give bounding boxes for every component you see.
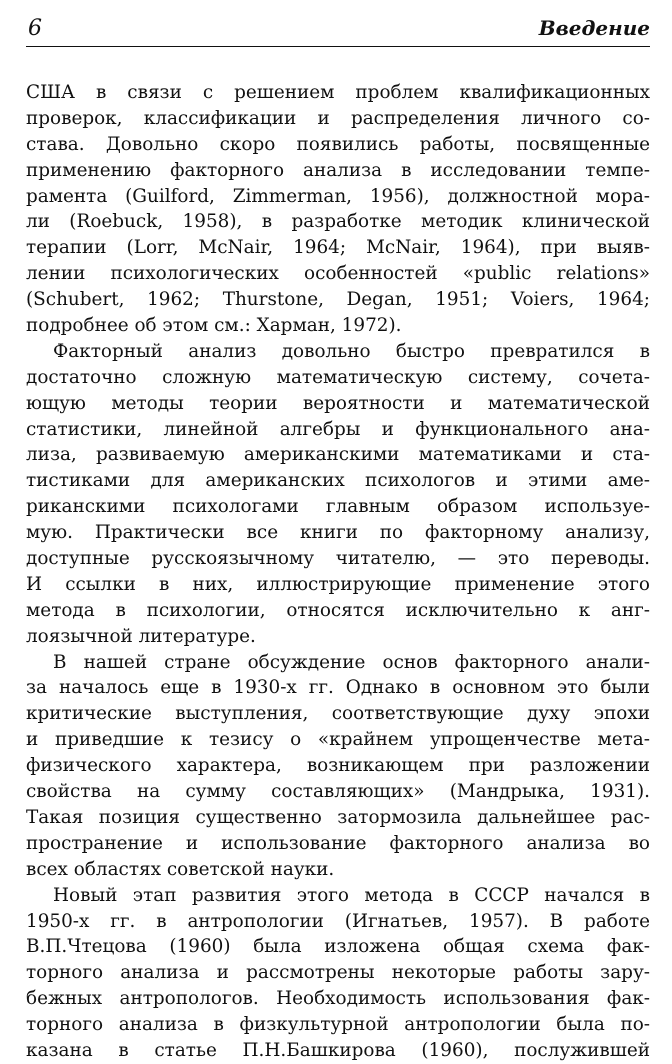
text-line: Новый этап развития этого метода в СССР начался в xyxy=(53,884,650,906)
text-line: за началось еще в 1930-х гг. Однако в основном это были xyxy=(26,677,650,699)
text-line: физического характера, возникающем при разложении xyxy=(26,755,650,777)
text-line: риканскими психологами главным образом используе- xyxy=(26,496,650,518)
book-page xyxy=(26,10,650,1064)
text-line: доступные русскоязычному читателю, — это переводы. xyxy=(26,548,650,570)
text-line: ющую методы теории вероятности и математической xyxy=(26,392,650,414)
text-line: казана в статье П.Н.Башкирова (1960), послужившей xyxy=(26,1039,650,1061)
text-line: применению факторного анализа в исследовании темпе- xyxy=(26,159,650,181)
text-line: рамента (Guilford, Zimmerman, 1956), должностной мора- xyxy=(26,185,650,207)
text-line: торного анализа и рассмотрены некоторые работы зару- xyxy=(26,962,650,984)
text-line: В нашей стране обсуждение основ факторного анали- xyxy=(53,651,650,673)
paragraph-1 xyxy=(26,80,650,339)
text-line: ли (Roebuck, 1958), в разработке методик клинической xyxy=(26,211,650,233)
text-line: Факторный анализ довольно быстро превратился в xyxy=(53,340,650,362)
text-line: В.П.Чтецова (1960) была изложена общая схема фак- xyxy=(26,936,650,958)
text-line: торного анализа в физкультурной антропологии была по- xyxy=(26,1014,650,1036)
paragraph-4 xyxy=(26,883,650,1064)
text-line: США в связи с решением проблем квалификационных xyxy=(26,82,650,103)
text-line: свойства на сумму составляющих» (Мандрыка, 1931). xyxy=(26,781,650,803)
text-line: достаточно сложную математическую систему, сочета- xyxy=(26,366,650,388)
text-line: метода в психологии, относятся исключительно к анг- xyxy=(26,599,650,621)
page-number: 6 xyxy=(28,16,42,41)
text-line: 1950-х гг. в антропологии (Игнатьев, 1957). В работе xyxy=(26,910,650,932)
text-line: Такая позиция существенно затормозила дальнейшее рас- xyxy=(26,806,650,828)
text-line: подробнее об этом см.: Харман, 1972). xyxy=(26,315,402,337)
text-line: става. Довольно скоро появились работы, посвященные xyxy=(26,133,650,155)
text-line: статистики, линейной алгебры и функционального ана- xyxy=(26,418,650,440)
text-line: И ссылки в них, иллюстрирующие применение этого xyxy=(26,573,650,595)
paragraph-2 xyxy=(26,339,650,650)
section-title: Введение xyxy=(538,16,650,40)
text-line: лении психологических особенностей «public relations» xyxy=(26,263,650,285)
text-line: лиза, развиваемую американскими математиками и ста- xyxy=(26,444,650,466)
text-line: терапии (Lorr, McNair, 1964; McNair, 1964), при выяв- xyxy=(26,237,650,259)
paragraph-3 xyxy=(26,650,650,883)
text-line: и приведшие к тезису о «крайнем упрощенчестве мета- xyxy=(26,729,650,751)
running-header xyxy=(26,10,650,47)
text-line: бежных антропологов. Необходимость использования фак- xyxy=(26,988,650,1010)
text-line: (Schubert, 1962; Thurstone, Degan, 1951; Voiers, 1964; xyxy=(26,289,650,311)
text-line: мую. Практически все книги по факторному анализу, xyxy=(26,522,650,544)
text-line: тистиками для американских психологов и этими аме- xyxy=(26,470,650,492)
text-line: проверок, классификации и распределения личного со- xyxy=(26,107,650,129)
text-line: пространение и использование факторного анализа во xyxy=(26,832,650,854)
text-line: всех областях советской науки. xyxy=(26,858,335,880)
text-line: критические выступления, соответствующие духу эпохи xyxy=(26,703,650,725)
text-line: лоязычной литературе. xyxy=(26,625,256,647)
body-text xyxy=(26,80,650,1064)
